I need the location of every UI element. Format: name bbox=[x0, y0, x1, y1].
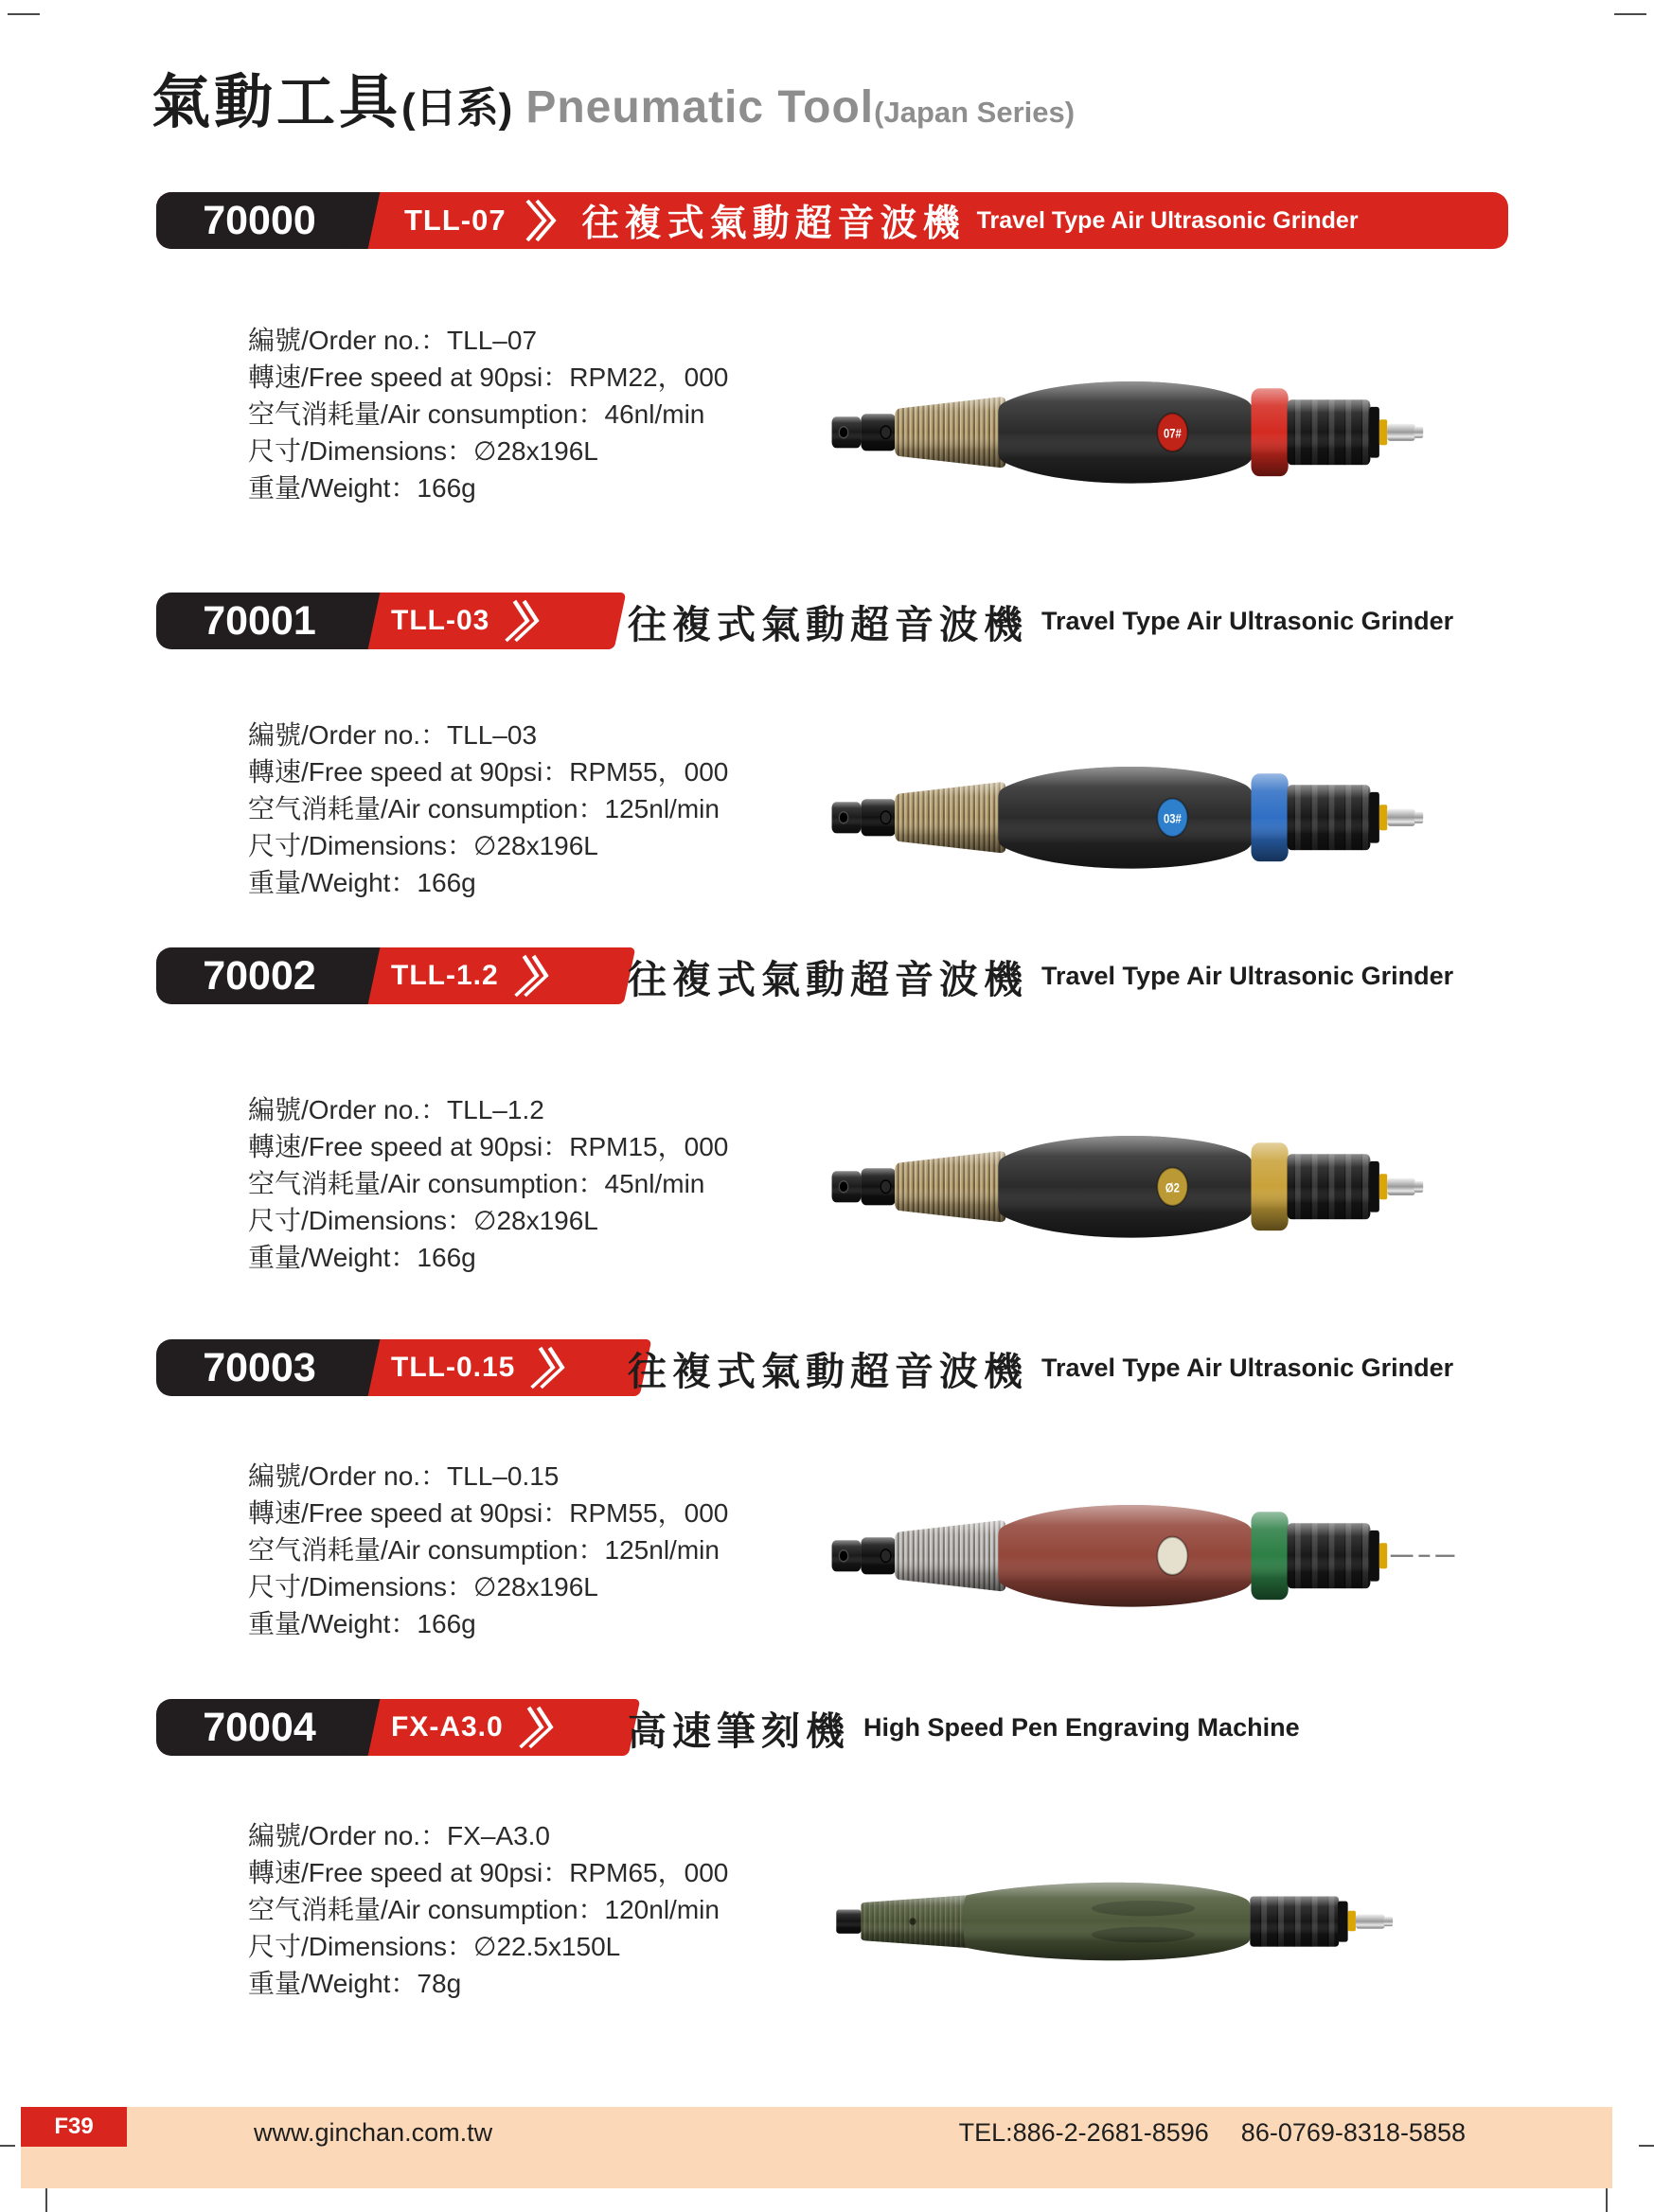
product-title-zh: 往複式氣動超音波機 bbox=[628, 957, 1028, 1001]
product-model: TLL-07 bbox=[404, 204, 507, 237]
product-model-chip bbox=[353, 947, 635, 1004]
brand-logo bbox=[1157, 799, 1187, 837]
product-code-badge bbox=[156, 1339, 363, 1396]
chevron-right-icon bbox=[527, 1344, 572, 1391]
phone-number-1: TEL:886-2-2681-8596 bbox=[958, 2118, 1209, 2147]
product-title-zh: 往複式氣動超音波機 bbox=[628, 1349, 1028, 1393]
collet-tip bbox=[832, 1171, 862, 1202]
crop-mark-left-h bbox=[0, 2145, 15, 2147]
ribbed-rear bbox=[1288, 399, 1379, 465]
spec-line: 轉速/Free speed at 90psi：RPM55，000 bbox=[248, 1498, 729, 1528]
collet-tip bbox=[832, 802, 862, 833]
product-title-zh: 往複式氣動超音波機 bbox=[581, 204, 966, 244]
pneumatic-grinder-image bbox=[828, 367, 1458, 502]
page-number: F39 bbox=[54, 2114, 94, 2139]
spec-line: 重量/Weight：166g bbox=[248, 473, 476, 503]
page-title-en-paren: (Japan Series) bbox=[874, 96, 1076, 129]
universal-joint bbox=[861, 414, 896, 451]
color-ring bbox=[1252, 773, 1289, 861]
footer-bar bbox=[21, 2107, 1612, 2188]
product-title-zh: 高速筆刻機 bbox=[628, 1708, 850, 1753]
universal-joint bbox=[861, 1537, 896, 1574]
ribbed-rear bbox=[1288, 785, 1379, 850]
product-band bbox=[156, 947, 1508, 1004]
product-model: TLL-0.15 bbox=[391, 1352, 516, 1383]
spec-line: 重量/Weight：78g bbox=[248, 1969, 462, 1998]
brand-logo bbox=[1157, 1168, 1187, 1206]
air-inlet bbox=[1379, 419, 1423, 445]
product-band bbox=[156, 1699, 1508, 1756]
collet-tip bbox=[832, 416, 862, 448]
product-photo bbox=[828, 1122, 1458, 1256]
chevron-right-icon bbox=[515, 1704, 560, 1751]
product-specs bbox=[248, 1817, 854, 2002]
color-ring bbox=[1252, 1142, 1289, 1230]
air-inlet bbox=[1379, 1174, 1423, 1199]
product-code: 70002 bbox=[203, 952, 316, 999]
spec-line: 轉速/Free speed at 90psi：RPM22，000 bbox=[248, 363, 729, 392]
spec-line: 編號/Order no.：TLL–07 bbox=[248, 326, 538, 355]
product-code: 70000 bbox=[203, 197, 316, 243]
spec-line: 尺寸/Dimensions：∅22.5x150L bbox=[248, 1932, 621, 1961]
spec-line: 編號/Order no.：FX–A3.0 bbox=[248, 1821, 551, 1850]
ribbed-rear bbox=[1288, 1154, 1379, 1219]
product-code: 70004 bbox=[203, 1704, 316, 1750]
product-band bbox=[156, 192, 1508, 249]
product-title-en: Travel Type Air Ultrasonic Grinder bbox=[1041, 606, 1454, 635]
color-ring bbox=[1252, 1512, 1289, 1600]
svg-text:03#: 03# bbox=[1163, 810, 1182, 827]
tool-body bbox=[964, 1883, 1251, 1960]
spec-line: 編號/Order no.：TLL–1.2 bbox=[248, 1095, 544, 1124]
spec-line: 尺寸/Dimensions：∅28x196L bbox=[248, 831, 598, 860]
product-title-en: Travel Type Air Ultrasonic Grinder bbox=[1041, 961, 1454, 990]
product-band bbox=[156, 1339, 1508, 1396]
tool-body bbox=[998, 381, 1252, 484]
page-title-en: Pneumatic Tool bbox=[525, 82, 875, 133]
product-title-en: Travel Type Air Ultrasonic Grinder bbox=[1041, 1353, 1454, 1382]
pen-engraver-image bbox=[828, 1867, 1458, 1980]
tool-body bbox=[998, 1136, 1252, 1238]
tool-body bbox=[998, 1505, 1252, 1607]
page-title-zh-paren: (日系) bbox=[401, 85, 513, 132]
product-title-en: Travel Type Air Ultrasonic Grinder bbox=[976, 206, 1359, 234]
product-code-badge bbox=[156, 192, 363, 249]
spec-line: 空气消耗量/Air consumption：120nl/min bbox=[248, 1895, 720, 1924]
product-title-zh: 往複式氣動超音波機 bbox=[628, 602, 1028, 646]
spec-line: 空气消耗量/Air consumption：125nl/min bbox=[248, 794, 720, 823]
chevron-right-icon bbox=[502, 597, 546, 645]
product-photo bbox=[828, 1867, 1458, 1980]
air-inlet bbox=[1379, 805, 1423, 830]
pneumatic-grinder-image bbox=[828, 752, 1458, 887]
product-photo bbox=[828, 367, 1458, 502]
spec-line: 尺寸/Dimensions：∅28x196L bbox=[248, 1572, 598, 1601]
pneumatic-grinder-image bbox=[828, 1122, 1458, 1256]
product-code-badge bbox=[156, 1699, 363, 1756]
product-code-badge bbox=[156, 947, 363, 1004]
page-number-badge bbox=[21, 2107, 127, 2147]
svg-text:07#: 07# bbox=[1163, 425, 1182, 442]
crop-mark-top-left bbox=[8, 13, 40, 15]
nose-cap bbox=[836, 1909, 861, 1933]
universal-joint bbox=[861, 1168, 896, 1205]
tool-body bbox=[998, 767, 1252, 869]
website-text: www.ginchan.com.tw bbox=[254, 2118, 493, 2147]
ribbed-rear bbox=[1288, 1523, 1379, 1588]
spec-line: 編號/Order no.：TLL–03 bbox=[248, 720, 538, 750]
air-inlet bbox=[1379, 1543, 1387, 1568]
air-inlet bbox=[1348, 1911, 1394, 1931]
collet-tip bbox=[832, 1540, 862, 1571]
spec-line: 轉速/Free speed at 90psi：RPM65，000 bbox=[248, 1858, 729, 1887]
spec-line: 轉速/Free speed at 90psi：RPM55，000 bbox=[248, 757, 729, 787]
spring-guard bbox=[895, 782, 1006, 853]
spec-line: 空气消耗量/Air consumption：125nl/min bbox=[248, 1535, 720, 1565]
pneumatic-grinder-image bbox=[828, 1491, 1458, 1625]
spec-line: 尺寸/Dimensions：∅28x196L bbox=[248, 1206, 598, 1235]
spec-line: 重量/Weight：166g bbox=[248, 1609, 476, 1638]
crop-mark-right-h bbox=[1639, 2145, 1654, 2147]
ribbed-rear bbox=[1250, 1897, 1347, 1947]
phone-number-2: 86-0769-8318-5858 bbox=[1240, 2118, 1466, 2147]
product-model: TLL-1.2 bbox=[391, 960, 499, 991]
chevron-right-icon bbox=[524, 197, 558, 244]
spring-guard bbox=[895, 397, 1006, 468]
product-title-en: High Speed Pen Engraving Machine bbox=[863, 1712, 1300, 1742]
brand-logo bbox=[1157, 1537, 1187, 1575]
product-model: FX-A3.0 bbox=[391, 1711, 504, 1743]
crop-mark-top-right bbox=[1614, 13, 1646, 15]
spec-line: 編號/Order no.：TLL–0.15 bbox=[248, 1461, 560, 1491]
product-model-chip bbox=[353, 1339, 652, 1396]
phone-numbers bbox=[959, 2118, 1466, 2148]
product-specs bbox=[248, 1458, 854, 1642]
product-specs bbox=[248, 1091, 854, 1276]
chevron-right-icon bbox=[510, 952, 555, 1000]
brand-logo bbox=[1157, 414, 1187, 451]
spec-line: 重量/Weight：166g bbox=[248, 1243, 476, 1272]
product-code: 70003 bbox=[203, 1344, 316, 1390]
ribbed-front bbox=[861, 1895, 967, 1948]
product-specs bbox=[248, 717, 854, 901]
universal-joint bbox=[861, 799, 896, 836]
spec-line: 空气消耗量/Air consumption：45nl/min bbox=[248, 1169, 705, 1198]
spec-line: 轉速/Free speed at 90psi：RPM15，000 bbox=[248, 1132, 729, 1161]
product-model-chip bbox=[353, 1699, 640, 1756]
product-specs bbox=[248, 322, 854, 506]
page-header bbox=[151, 55, 1075, 139]
color-ring bbox=[1252, 388, 1289, 476]
spec-line: 尺寸/Dimensions：∅28x196L bbox=[248, 436, 598, 466]
product-band bbox=[156, 593, 1508, 649]
product-model-chip bbox=[353, 593, 627, 649]
page-title-zh: 氣動工具 bbox=[151, 70, 402, 135]
product-code-badge bbox=[156, 593, 363, 649]
spring-guard bbox=[895, 1520, 1006, 1591]
spec-line: 重量/Weight：166g bbox=[248, 868, 476, 897]
spring-guard bbox=[895, 1151, 1006, 1222]
product-code: 70001 bbox=[203, 597, 316, 644]
product-photo bbox=[828, 1491, 1458, 1625]
product-photo bbox=[828, 752, 1458, 887]
svg-text:Ø2: Ø2 bbox=[1165, 1179, 1180, 1196]
spec-line: 空气消耗量/Air consumption：46nl/min bbox=[248, 399, 705, 429]
product-model: TLL-03 bbox=[391, 605, 490, 636]
